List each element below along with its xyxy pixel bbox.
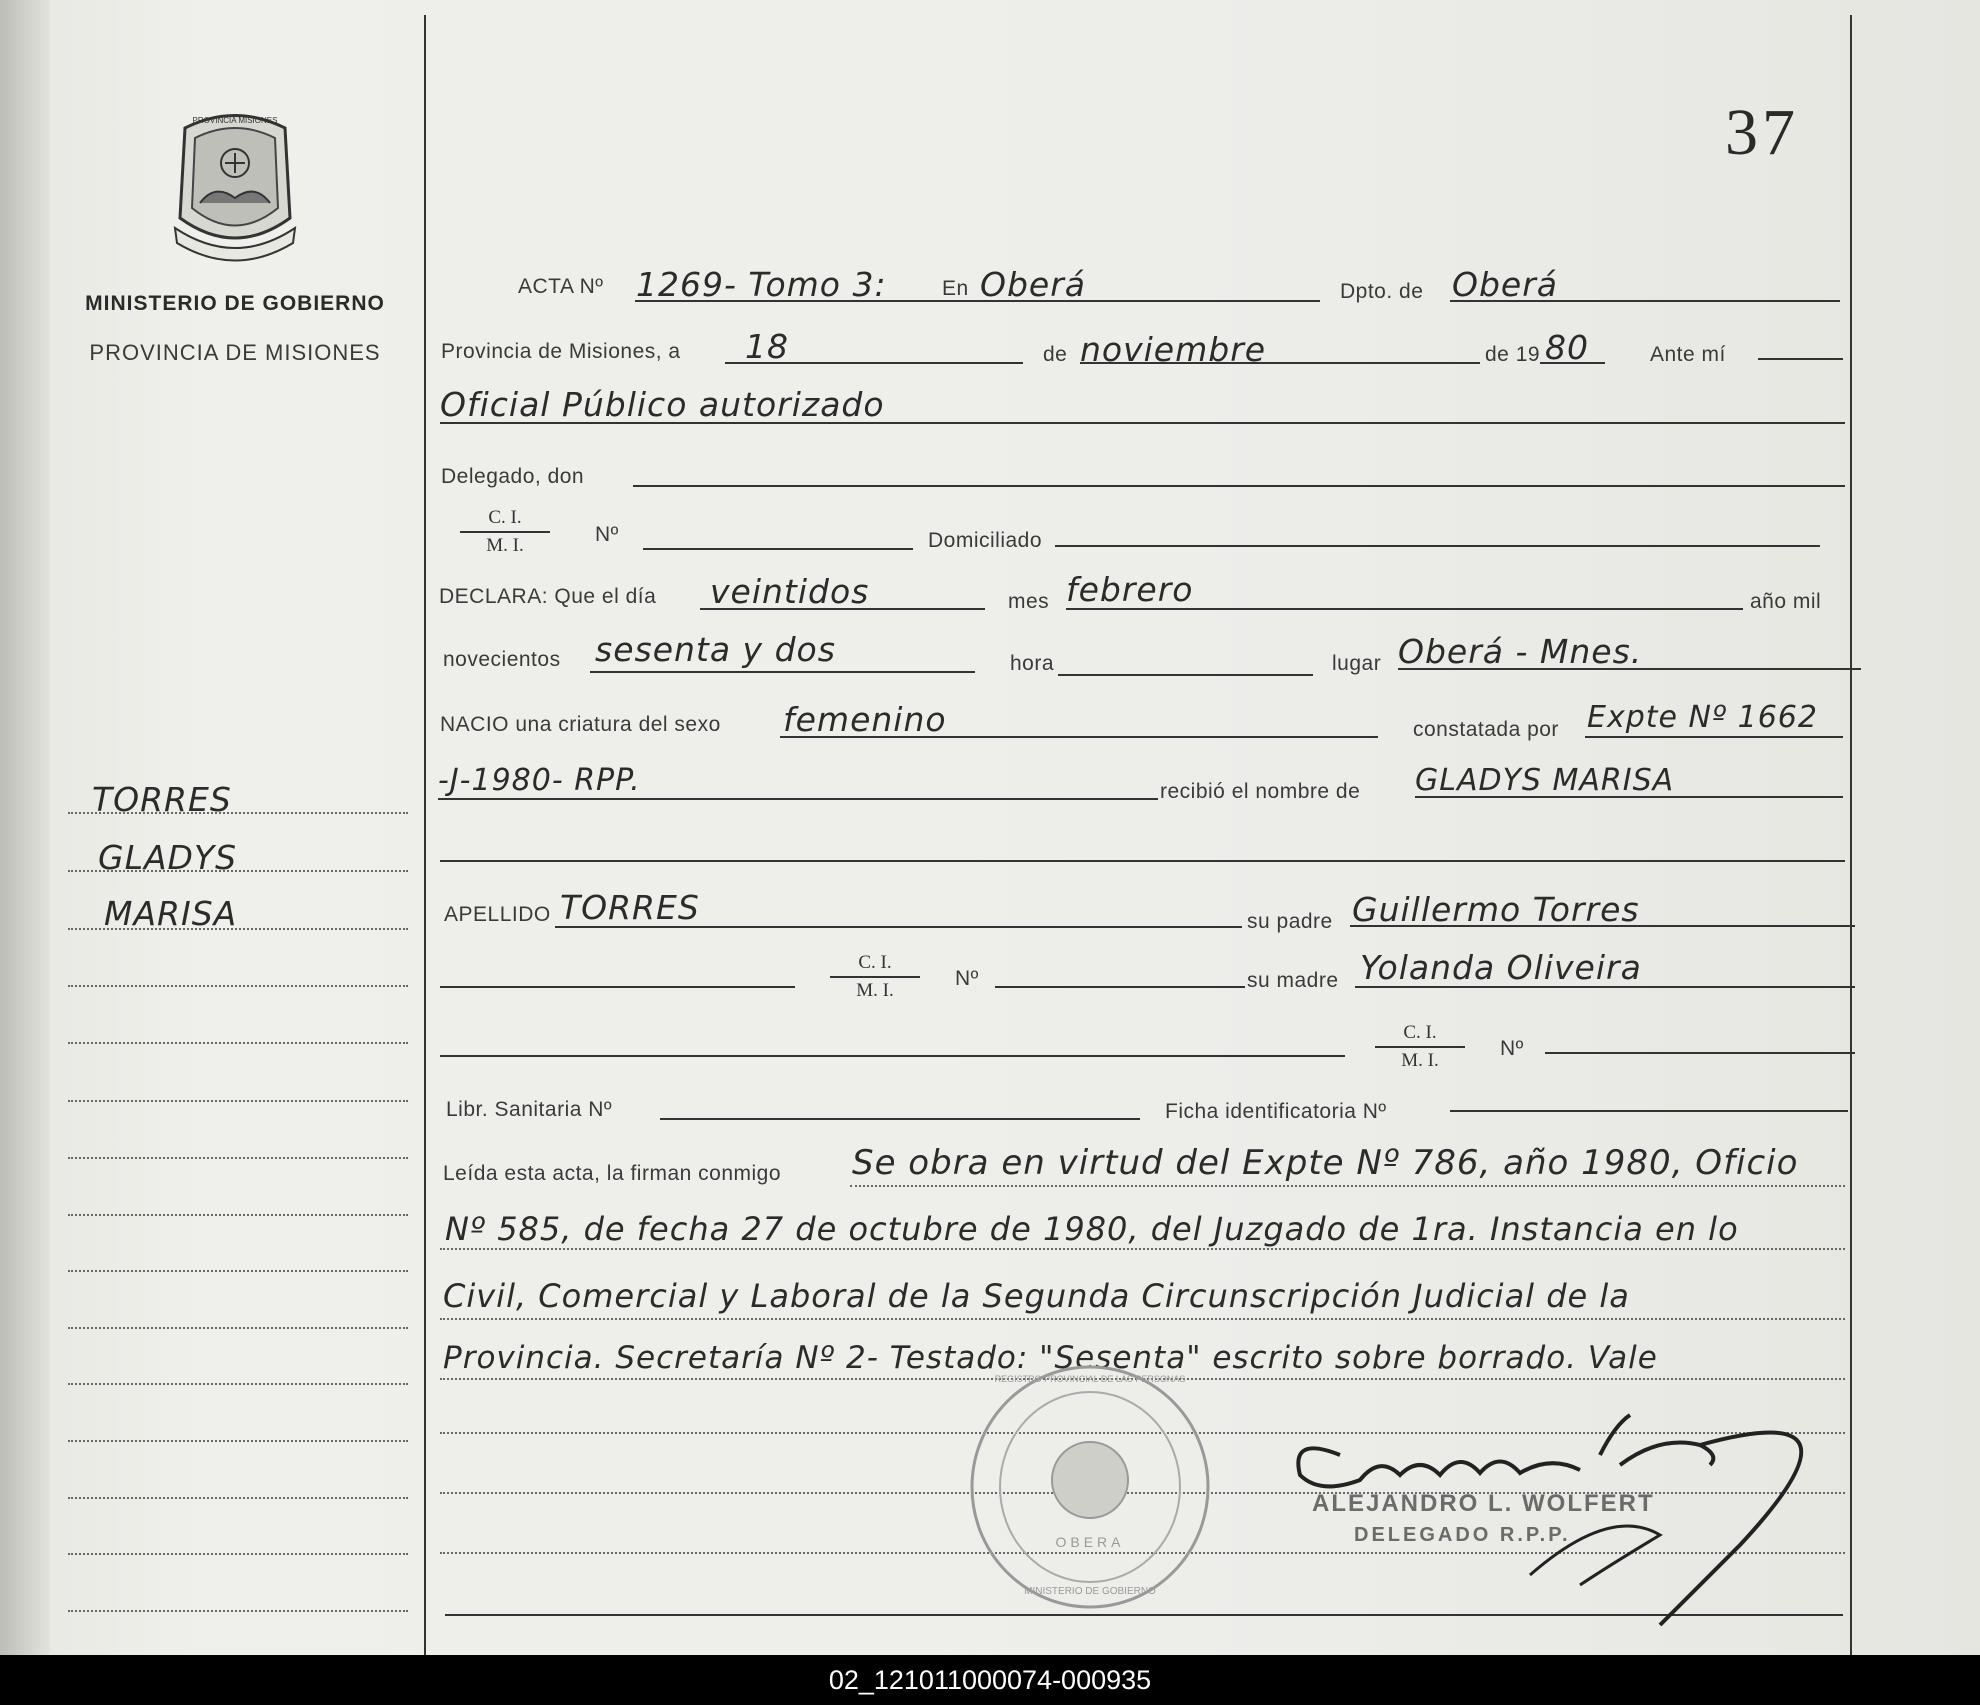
margin-line	[68, 1214, 408, 1216]
madre-label: su madre	[1247, 969, 1339, 992]
ci-label: C. I.	[1375, 1022, 1465, 1048]
mi-label: M. I.	[486, 535, 524, 556]
margin-line	[68, 1042, 408, 1044]
domiciliado-label: Domiciliado	[928, 529, 1043, 552]
recibio-label: recibió el nombre de	[1160, 780, 1361, 803]
delegado-line	[633, 485, 1845, 487]
stamp-center-text: OBERA	[1055, 1534, 1125, 1550]
note-rule	[850, 1185, 1845, 1187]
margin-second-name: MARISA	[104, 894, 238, 933]
margin-line	[68, 1610, 408, 1612]
ficha-label: Ficha identificatoria Nº	[1165, 1100, 1387, 1123]
official-value: Oficial Público autorizado	[440, 385, 885, 424]
province-title: PROVINCIA DE MISIONES	[89, 340, 381, 365]
ci-mi-fraction-madre	[1375, 1022, 1465, 1072]
left-column-rule	[424, 15, 426, 1655]
hora-line	[1058, 674, 1313, 676]
declara-label: DECLARA: Que el día	[439, 585, 657, 608]
mi-label: M. I.	[856, 980, 894, 1001]
leida-label: Leída esta acta, la firman conmigo	[443, 1162, 782, 1185]
nombre-line	[1415, 796, 1843, 798]
novecientos-label: novecientos	[443, 648, 561, 671]
anio-label: año mil	[1750, 590, 1822, 613]
padre-value: Guillermo Torres	[1352, 890, 1640, 929]
ante-line	[1758, 358, 1843, 360]
constatada-value-cont: -J-1980- RPP.	[438, 763, 641, 798]
mes-value: febrero	[1066, 570, 1194, 609]
en-value: Oberá	[980, 265, 1087, 304]
margin-line	[68, 1270, 408, 1272]
note-line-2: Nº 585, de fecha 27 de octubre de 1980, del Juzgado de 1ra. Instancia en lo	[445, 1210, 1739, 1248]
year-label: de 19	[1485, 343, 1541, 366]
domiciliado-line	[1055, 545, 1820, 547]
no-line	[643, 548, 913, 550]
dpto-line	[1450, 300, 1840, 302]
en-label: En	[942, 277, 969, 300]
constatada-label: constatada por	[1413, 718, 1559, 741]
footer-bar	[0, 1655, 1980, 1705]
margin-line	[68, 1383, 408, 1385]
madre-value: Yolanda Oliveira	[1360, 948, 1642, 987]
acta-label: ACTA Nº	[518, 275, 604, 298]
day-value: 18	[745, 327, 789, 366]
page-binding-shadow	[0, 0, 50, 1655]
de-label: de	[1043, 343, 1068, 366]
dia-line	[700, 608, 985, 610]
libreta-label: Libr. Sanitaria Nº	[446, 1098, 613, 1121]
hora-label: hora	[1010, 652, 1055, 675]
ci-mi-fraction-padre	[830, 952, 920, 1002]
lugar-value: Oberá - Mnes.	[1398, 632, 1643, 671]
ci-label: C. I.	[830, 952, 920, 978]
madre-ci-line	[440, 1055, 1345, 1057]
sexo-value: femenino	[783, 700, 947, 739]
month-value: noviembre	[1080, 330, 1267, 369]
constatada-cont-line	[438, 798, 1158, 800]
page-number: 37	[1725, 96, 1799, 169]
right-border-rule	[1850, 15, 1852, 1655]
signature-title: DELEGADO R.P.P.	[1354, 1524, 1571, 1546]
ci-mi-fraction	[460, 507, 550, 557]
margin-line	[68, 1100, 408, 1102]
padre-label: su padre	[1247, 910, 1333, 933]
padre-line	[1350, 925, 1855, 927]
margin-line	[68, 1497, 408, 1499]
year-value: 80	[1545, 328, 1589, 367]
province-seal-icon	[165, 108, 305, 268]
note-rule	[440, 1318, 1845, 1320]
note-line-4: Provincia. Secretaría Nº 2- Testado: "Sesenta" escrito sobre borrado. Vale	[443, 1340, 1658, 1376]
delegado-label: Delegado, don	[441, 465, 585, 488]
apellido-value: TORRES	[560, 888, 700, 927]
note-line-3: Civil, Comercial y Laboral de la Segunda Circunscripción Judicial de la	[443, 1277, 1630, 1315]
signature-name: ALEJANDRO L. WOLFERT	[1312, 1490, 1655, 1517]
margin-surname: TORRES	[92, 780, 232, 819]
constatada-line	[1585, 736, 1843, 738]
madre-no-line	[1545, 1052, 1855, 1054]
acta-line	[635, 300, 1320, 302]
apellido-line	[555, 926, 1242, 928]
acta-value: 1269- Tomo 3:	[636, 265, 887, 304]
lugar-label: lugar	[1332, 652, 1382, 675]
libreta-line	[660, 1118, 1140, 1120]
dpto-label: Dpto. de	[1340, 280, 1424, 303]
margin-line	[68, 1553, 408, 1555]
no-label: Nº	[595, 523, 619, 546]
ci-label: C. I.	[460, 507, 550, 533]
note-line-1: Se obra en virtud del Expte Nº 786, año 1980, Oficio	[852, 1143, 1799, 1183]
provincia-label: Provincia de Misiones, a	[441, 340, 681, 363]
lugar-line	[1398, 668, 1861, 670]
dpto-value: Oberá	[1452, 265, 1559, 304]
stamp-bottom-text: MINISTERIO DE GOBIERNO	[1024, 1586, 1156, 1597]
mes-label: mes	[1008, 590, 1050, 613]
margin-line	[68, 1157, 408, 1159]
novecientos-line	[590, 671, 975, 673]
margin-line	[68, 1440, 408, 1442]
day-line	[725, 362, 1023, 364]
mes-line	[1066, 608, 1743, 610]
constatada-value: Expte Nº 1662	[1587, 700, 1818, 735]
ministry-title: MINISTERIO DE GOBIERNO	[85, 292, 385, 315]
ante-label: Ante mí	[1650, 343, 1726, 366]
official-line	[440, 422, 1845, 424]
note-rule	[440, 1248, 1845, 1250]
no-label: Nº	[1500, 1037, 1524, 1060]
nombre-value: GLADYS MARISA	[1415, 763, 1675, 798]
ficha-line	[1450, 1110, 1848, 1112]
sexo-line	[780, 736, 1378, 738]
novecientos-value: sesenta y dos	[595, 630, 836, 669]
no-label: Nº	[955, 967, 979, 990]
apellido-label: APELLIDO	[444, 903, 551, 926]
year-line	[1540, 362, 1605, 364]
padre-ci-line	[440, 986, 795, 988]
mi-label: M. I.	[1401, 1050, 1439, 1071]
blank-line	[440, 860, 1845, 862]
madre-line	[1355, 986, 1855, 988]
month-line	[1080, 362, 1480, 364]
nacio-label: NACIO una criatura del sexo	[440, 713, 721, 736]
seal-text: PROVINCIA MISIONES	[192, 116, 278, 125]
margin-first-name: GLADYS	[98, 838, 238, 877]
margin-line	[68, 985, 408, 987]
padre-no-line	[995, 986, 1245, 988]
margin-line	[68, 1327, 408, 1329]
dia-value: veintidos	[710, 572, 870, 611]
registry-stamp-icon	[968, 1362, 1218, 1612]
file-id: 02_121011000074-000935	[828, 1665, 1152, 1695]
stamp-ring-text: REGISTRO PROVINCIAL DE LAS PERSONAS	[994, 1374, 1186, 1384]
